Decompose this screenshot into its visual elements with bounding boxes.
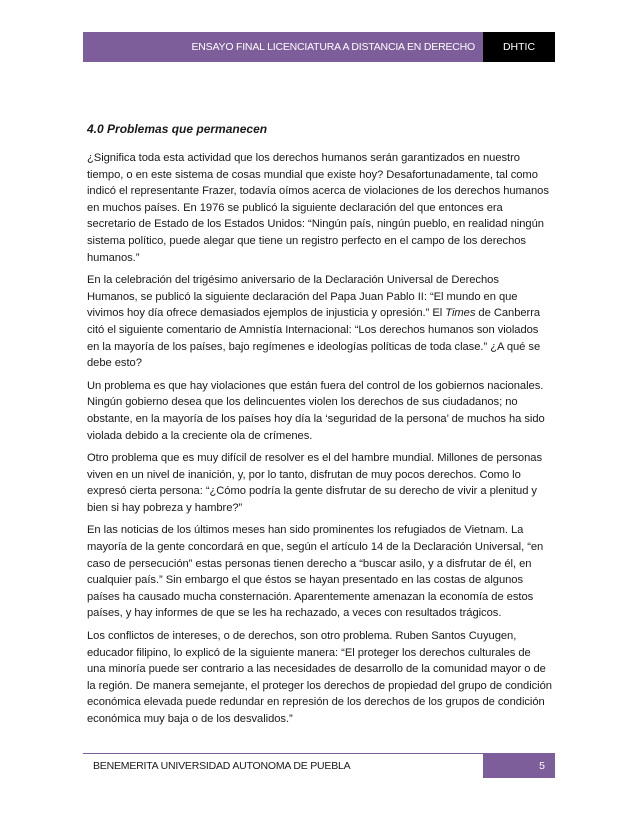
paragraph-4: Otro problema que es muy difícil de resolver es el del hambre mundial. Millones de personas viven en un nivel de inanición, y, por lo tanto, disfrutan de muy pocos derechos. Como lo expresó cierta persona: “¿Cómo podría la gente disfrutar de su derecho de vivir a plenitud y bien si hay pobreza y hambre?” bbox=[87, 452, 542, 514]
paragraph-3: Un problema es que hay violaciones que están fuera del control de los gobiernos nacionales. Ningún gobierno desea que los delincuentes violen los derechos de sus ciudadanos; no obstante, en la mayoría de los países hoy día la ‘seguridad de la persona’ de muchos ha sido violada debido a la creciente ola de crímenes. bbox=[87, 379, 545, 442]
paragraph-6: Los conflictos de intereses, o de derechos, son otro problema. Ruben Santos Cuyugen, educador filipino, lo explicó de la siguiente manera: “El proteger los derechos culturales de una minoría puede ser contrario a las necesidades de desarrollo de la comunidad mayor o de la región. De manera semejante, el proteger los derechos de propiedad del grupo de condición económica elevada puede redundar en represión de los derechos de los grupos de condición económica muy baja o de los desvalidos.” bbox=[87, 630, 552, 725]
document-body bbox=[87, 122, 552, 734]
footer-institution: BENEMERITA UNIVERSIDAD AUTONOMA DE PUEBLA bbox=[93, 760, 351, 772]
header-section-label: DHTIC bbox=[483, 32, 555, 62]
page-header bbox=[83, 32, 555, 62]
paragraph-2-part-b: de Canberra citó el siguiente comentario de Amnistía Internacional: “Los derechos humanos son violados en la mayoría de los países, bajo regímenes e ideologías políticas de toda clase.” ¿A qué se debe esto? bbox=[87, 307, 541, 370]
section-heading: 4.0 Problemas que permanecen bbox=[87, 122, 268, 136]
page-number: 5 bbox=[483, 754, 555, 778]
paragraph-5: En las noticias de los últimos meses han sido prominentes los refugiados de Vietnam. La mayoría de la gente concordará en que, según el artículo 14 de la Declaración Universal, “en caso de persecución” estas personas tienen derecho a “buscar asilo, y a disfrutar de él, en cualquier país.” Sin embargo el que éstos se hayan presentado en las costas de algunos países ha causado mucha consternación. Aparentemente amenazan la economía de estos países, y hay informes de que se les ha rechazado, a veces con resultados trágicos. bbox=[87, 524, 544, 620]
paragraph-2-part-a: En la celebración del trigésimo aniversario de la Declaración Universal de Derechos Humanos, se publicó la siguiente declaración del Papa Juan Pablo II: “El mundo en que vivimos hoy día ofrece demasiados ejemplos de injusticia y opresión.” El bbox=[87, 274, 518, 320]
paragraph-2-emphasis: Times bbox=[445, 307, 476, 320]
page-footer bbox=[83, 754, 555, 778]
paragraph-2 bbox=[87, 272, 552, 372]
paragraph-1: ¿Significa toda esta actividad que los derechos humanos serán garantizados en nuestro tiempo, o en este sistema de cosas mundial que existe hoy? Desafortunadamente, tal como indicó el representante Frazer, todavía oímos acerca de violaciones de los derechos humanos en muchos países. En 1976 se publicó la siguiente declaración del que entonces era secretario de Estado de los Estados Unidos: “Ningún país, ningún pueblo, en realidad ningún sistema político, puede alegar que tiene un registro perfecto en el campo de los derechos humanos.” bbox=[87, 152, 549, 264]
header-title: ENSAYO FINAL LICENCIATURA A DISTANCIA EN DERECHO bbox=[83, 32, 483, 62]
